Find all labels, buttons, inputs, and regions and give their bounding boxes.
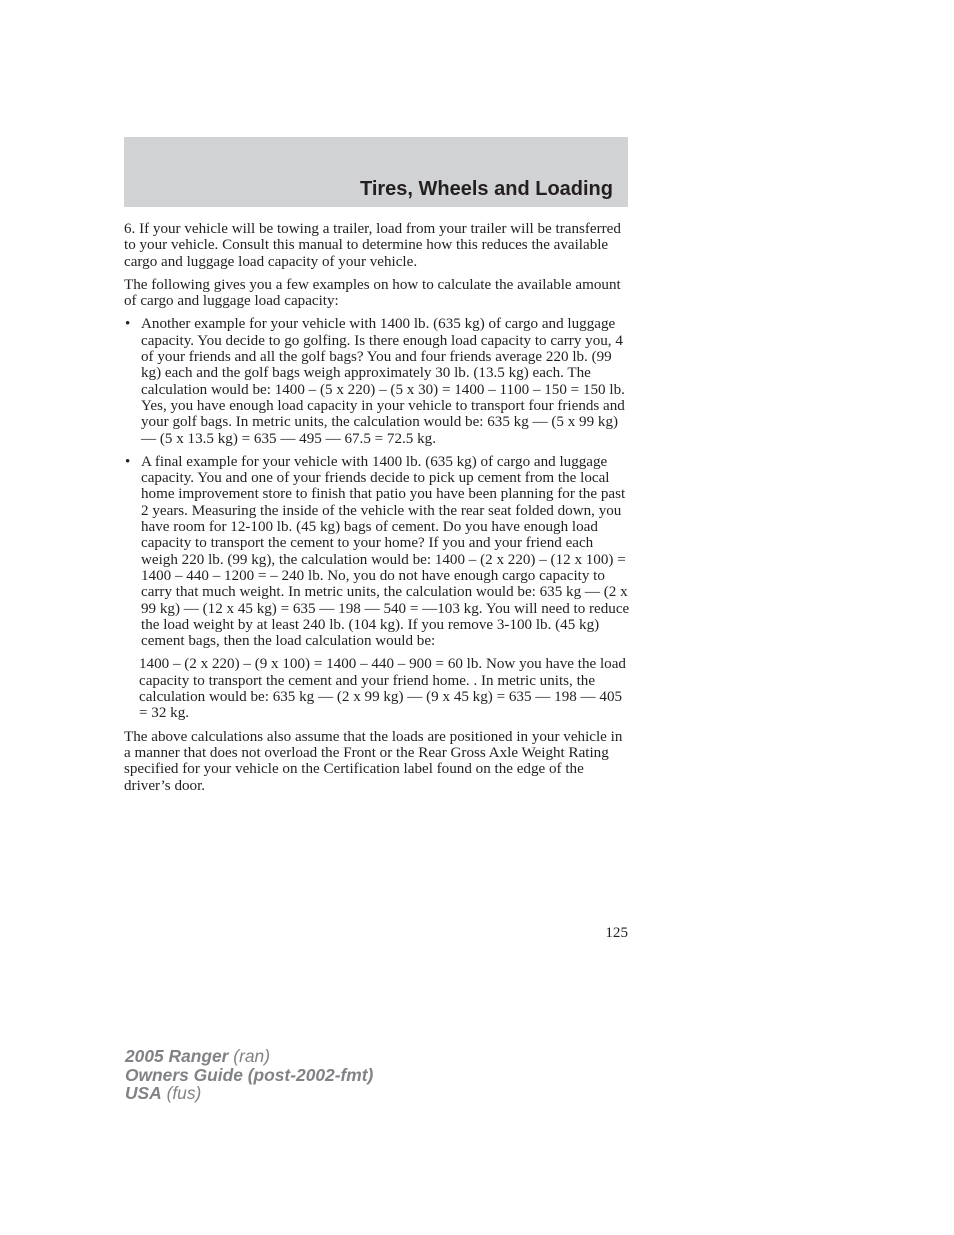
bullet-icon: • [125,316,131,333]
footer-model-name: 2005 Ranger [125,1046,229,1066]
list-item [124,316,630,446]
main-content [124,221,630,801]
document-footer [125,1047,373,1103]
example-golf-text: Another example for your vehicle with 1400 lb. (635 kg) of cargo and luggage capacity. You decide to go golfing. Is there enough load capacity to carry you, 4 of your friends and all the golf bags? You and four friends average 220 lb. (99 kg) each and the golf bags weigh approximately 30 lb. (13.5 kg) each. The calculation would be: 1400 – (5 x 220) – (5 x 30) = 1400 – 1100 – 150 = 150 lb. Yes, you have enough load capacity in your vehicle to transport four friends and your golf bags. In metric units, the calculation would be: 635 kg — (5 x 99 kg) — (5 x 13.5 kg) = 635 — 495 — 67.5 = 72.5 kg. [141,316,625,447]
footer-market-name: USA [125,1083,162,1103]
footer-line-model [125,1047,373,1066]
section-header-band [124,137,628,207]
example-cement-text: A final example for your vehicle with 1400 lb. (635 kg) of cargo and luggage capacity. You and one of your friends decide to pick up cement from the local home improvement store to finish that patio you have been planning for the past 2 years. Measuring the inside of the vehicle with the rear seat folded down, you have room for 12-100 lb. (45 kg) bags of cement. Do you have enough load capacity to transport the cement to your home? If you and your friend each weigh 220 lb. (99 kg), the calculation would be: 1400 – (2 x 220) – (12 x 100) = 1400 – 440 – 1200 = – 240 lb. No, you do not have enough cargo capacity to carry that much weight. In metric units, the calculation would be: 635 kg — (2 x 99 kg) — (12 x 45 kg) = 635 — 198 — 540 = —103 kg. You will need to reduce the load weight by at least 240 lb. (104 kg). If you remove 3-100 lb. (45 kg) cement bags, then the load calculation would be: [141,453,630,650]
footer-model-code: (ran) [233,1046,270,1066]
list-item [124,454,630,650]
footer-line-market [125,1084,373,1103]
paragraph-examples-intro: The following gives you a few examples on how to calculate the available amount of cargo and luggage load capacity: [124,276,621,310]
paragraph-axle-weight-note: The above calculations also assume that the loads are positioned in your vehicle in a manner that does not overload the Front or the Rear Gross Axle Weight Rating specified for your vehicle on the Certification label found on the edge of the driver’s door. [124,728,623,794]
page-number: 125 [605,925,628,941]
footer-line-guide [125,1066,373,1085]
section-title: Tires, Wheels and Loading [359,178,613,200]
paragraph-trailer-towing: 6. If your vehicle will be towing a trailer, load from your trailer will be transferred to your vehicle. Consult this manual to determine how this reduces the available cargo and luggage load capacity of your vehicle. [124,221,621,270]
bullet-icon: • [125,453,131,470]
examples-list [124,316,630,649]
calculation-continuation: 1400 – (2 x 220) – (9 x 100) = 1400 – 440 – 900 = 60 lb. Now you have the load capacity to transport the cement and your friend home. . In metric units, the calculation would be: 635 kg — (2 x 99 kg) — (9 x 45 kg) = 635 — 198 — 405 = 32 kg. [139,656,626,722]
footer-guide-name: Owners Guide (post-2002-fmt) [125,1064,374,1085]
footer-market-code: (fus) [166,1083,202,1103]
